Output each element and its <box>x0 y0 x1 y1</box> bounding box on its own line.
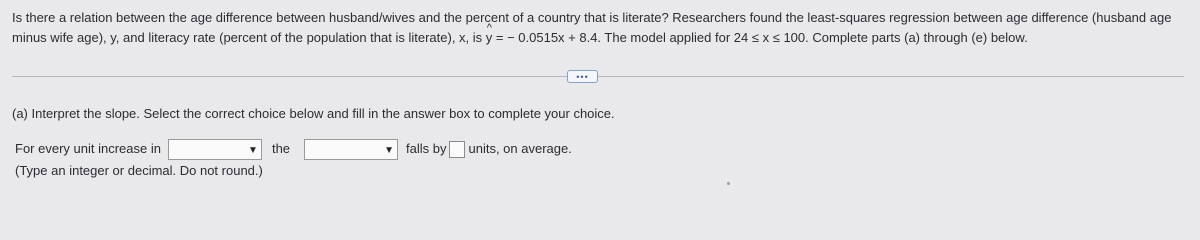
the-label: the <box>271 141 291 156</box>
section-divider <box>12 76 1184 77</box>
y-hat-symbol: ^ y <box>486 28 493 48</box>
dropdown-arrow-icon: ▼ <box>248 144 258 156</box>
part-a-heading: (a) Interpret the slope. Select the correct choice below and fill in the answer box to complete your choice. <box>12 106 615 121</box>
dropdown-arrow-icon: ▼ <box>384 144 395 156</box>
ellipsis-icon: ••• <box>576 71 589 82</box>
answer-line <box>15 138 572 160</box>
problem-statement <box>12 8 1188 48</box>
expand-button[interactable] <box>567 70 598 83</box>
variable-dropdown-2[interactable] <box>304 139 398 160</box>
problem-text-start: Is there a relation between the age difference between husband/wives and the percent of a country that is literate? Researchers found the least-squares regression between age difference (husband age minus wife age), y, and literacy rate (percent of the population that is literate), x, is <box>12 10 1172 45</box>
units-label: units, on average. <box>468 141 572 156</box>
answer-prefix: For every unit increase in <box>15 141 161 156</box>
falls-by-label: falls by <box>406 141 447 156</box>
answer-input-box[interactable] <box>449 141 465 158</box>
answer-hint: (Type an integer or decimal. Do not round.) <box>15 163 263 178</box>
stray-dot <box>727 182 730 185</box>
problem-text-end: = − 0.0515x + 8.4. The model applied for 24 ≤ x ≤ 100. Complete parts (a) through (e) below. <box>492 30 1028 45</box>
variable-dropdown-1[interactable] <box>168 139 262 160</box>
